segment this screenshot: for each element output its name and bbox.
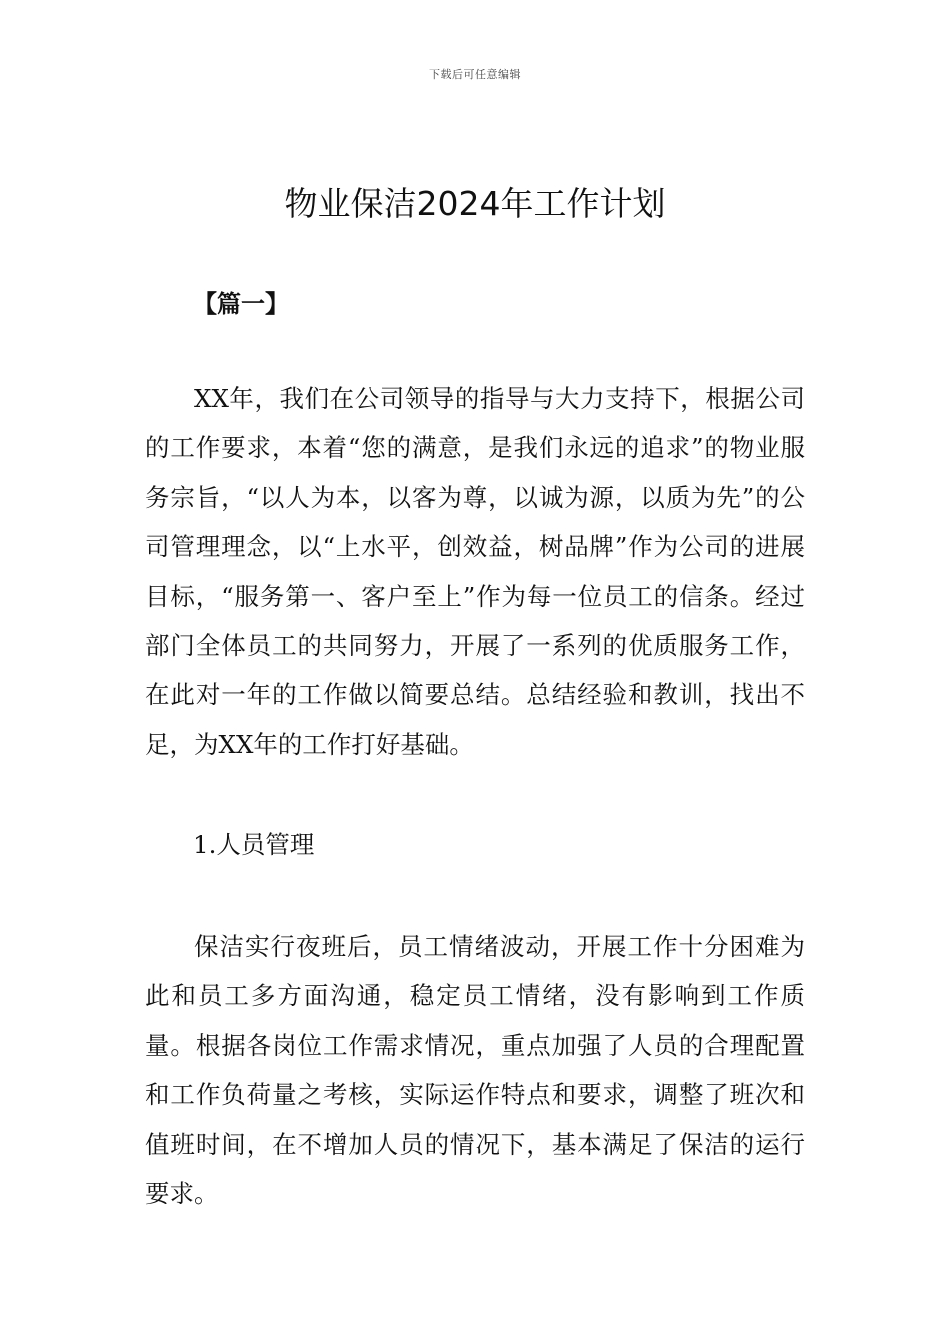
- subheading-personnel-management: 1.人员管理: [193, 830, 315, 859]
- header-note: 下载后可任意编辑: [429, 68, 521, 81]
- document-title: 物业保洁2024年工作计划: [284, 184, 666, 223]
- section-label: 【篇一】: [193, 290, 289, 318]
- body-paragraph-2: 保洁实行夜班后，员工情绪波动，开展工作十分困难为此和员工多方面沟通，稳定员工情绪，没有影响到工作质量。根据各岗位工作需求情况，重点加强了人员的合理配置和工作负荷量之考核，实际运作特点和要求，调整了班次和值班时间，在不增加人员的情况下，基本满足了保洁的运行要求。: [145, 932, 805, 1209]
- body-paragraph-1: XX年，我们在公司领导的指导与大力支持下，根据公司的工作要求，本着“您的满意，是我们永远的追求”的物业服务宗旨，“以人为本，以客为尊，以诚为源，以质为先”的公司管理理念，以“上水平，创效益，树品牌”作为公司的进展目标，“服务第一、客户至上”作为每一位员工的信条。经过部门全体员工的共同努力，开展了一系列的优质服务工作，在此对一年的工作做以简要总结。总结经验和教训，找出不足，为XX年的工作打好基础。: [145, 384, 805, 759]
